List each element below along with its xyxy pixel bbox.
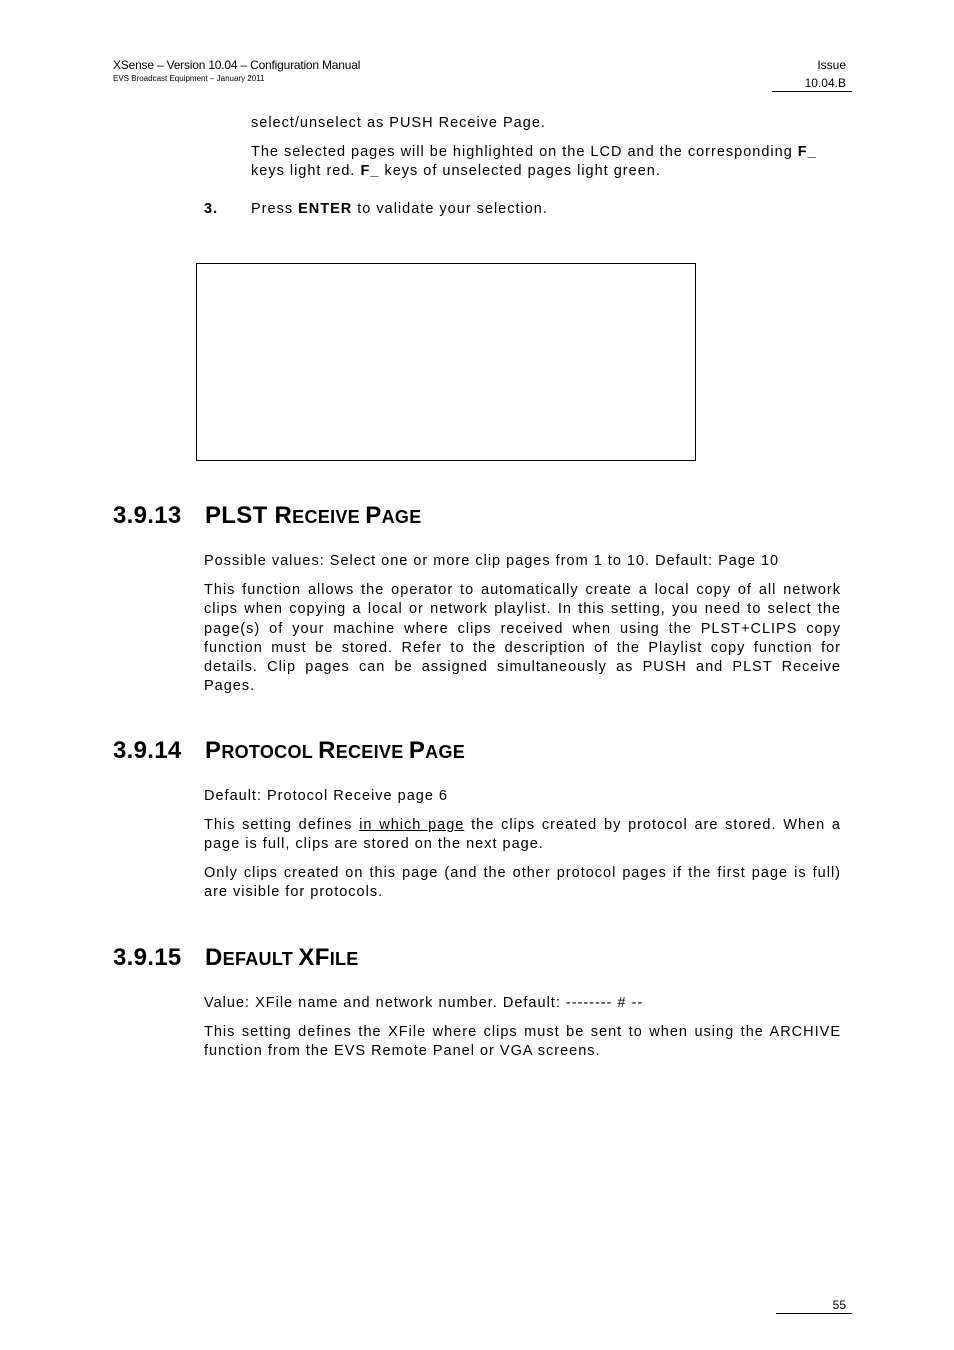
section-3-9-14-default: Default: Protocol Receive page 6 <box>204 788 448 804</box>
section-heading-3-9-14: 3.9.14 PROTOCOL RECEIVE PAGE <box>113 737 466 764</box>
intro-line: select/unselect as PUSH Receive Page. <box>251 115 546 131</box>
section-heading-3-9-15: 3.9.15 DEFAULT XFILE <box>113 944 359 971</box>
step-number: 3. <box>204 201 219 217</box>
step-text: Press ENTER to validate your selection. <box>251 201 548 217</box>
section-heading-3-9-13: 3.9.13 PLST RECEIVE PAGE <box>113 502 422 529</box>
page-number: 55 <box>832 1298 846 1312</box>
header-rule <box>772 91 852 92</box>
section-3-9-15-value: Value: XFile name and network number. Default: -------- # -- <box>204 995 644 1011</box>
intro-paragraph: The selected pages will be highlighted on the LCD and the corresponding F_ keys light red. F_ keys of unselected pages light green. <box>251 144 817 180</box>
section-3-9-14-description: This setting defines in which page the clips created by protocol are stored. When a page is full, clips are stored on the next page. <box>204 817 841 853</box>
section-3-9-13-values: Possible values: Select one or more clip pages from 1 to 10. Default: Page 10 <box>204 553 780 569</box>
document-title: XSense – Version 10.04 – Configuration Manual <box>113 58 361 72</box>
section-3-9-13-description: This function allows the operator to automatically create a local copy of all network clips when copying a local or network playlist. In this setting, you need to select the page(s) of your machine where clips received when using the PLST+CLIPS copy function must be stored. Refer to the description of the Playlist copy function for details. Clip pages can be assigned simultaneously as PUSH and PLST Receive Pages. <box>204 582 841 695</box>
screenshot-placeholder-frame <box>196 263 696 461</box>
section-3-9-15-description: This setting defines the XFile where clips must be sent to when using the ARCHIVE function from the EVS Remote Panel or VGA screens. <box>204 1024 841 1060</box>
footer-rule <box>776 1313 852 1314</box>
issue-value: 10.04.B <box>804 76 846 90</box>
issue-label: Issue <box>817 58 846 72</box>
document-subtitle: EVS Broadcast Equipment – January 2011 <box>113 74 265 83</box>
section-3-9-14-note: Only clips created on this page (and the other protocol pages if the first page is full) are visible for protocols. <box>204 865 841 901</box>
